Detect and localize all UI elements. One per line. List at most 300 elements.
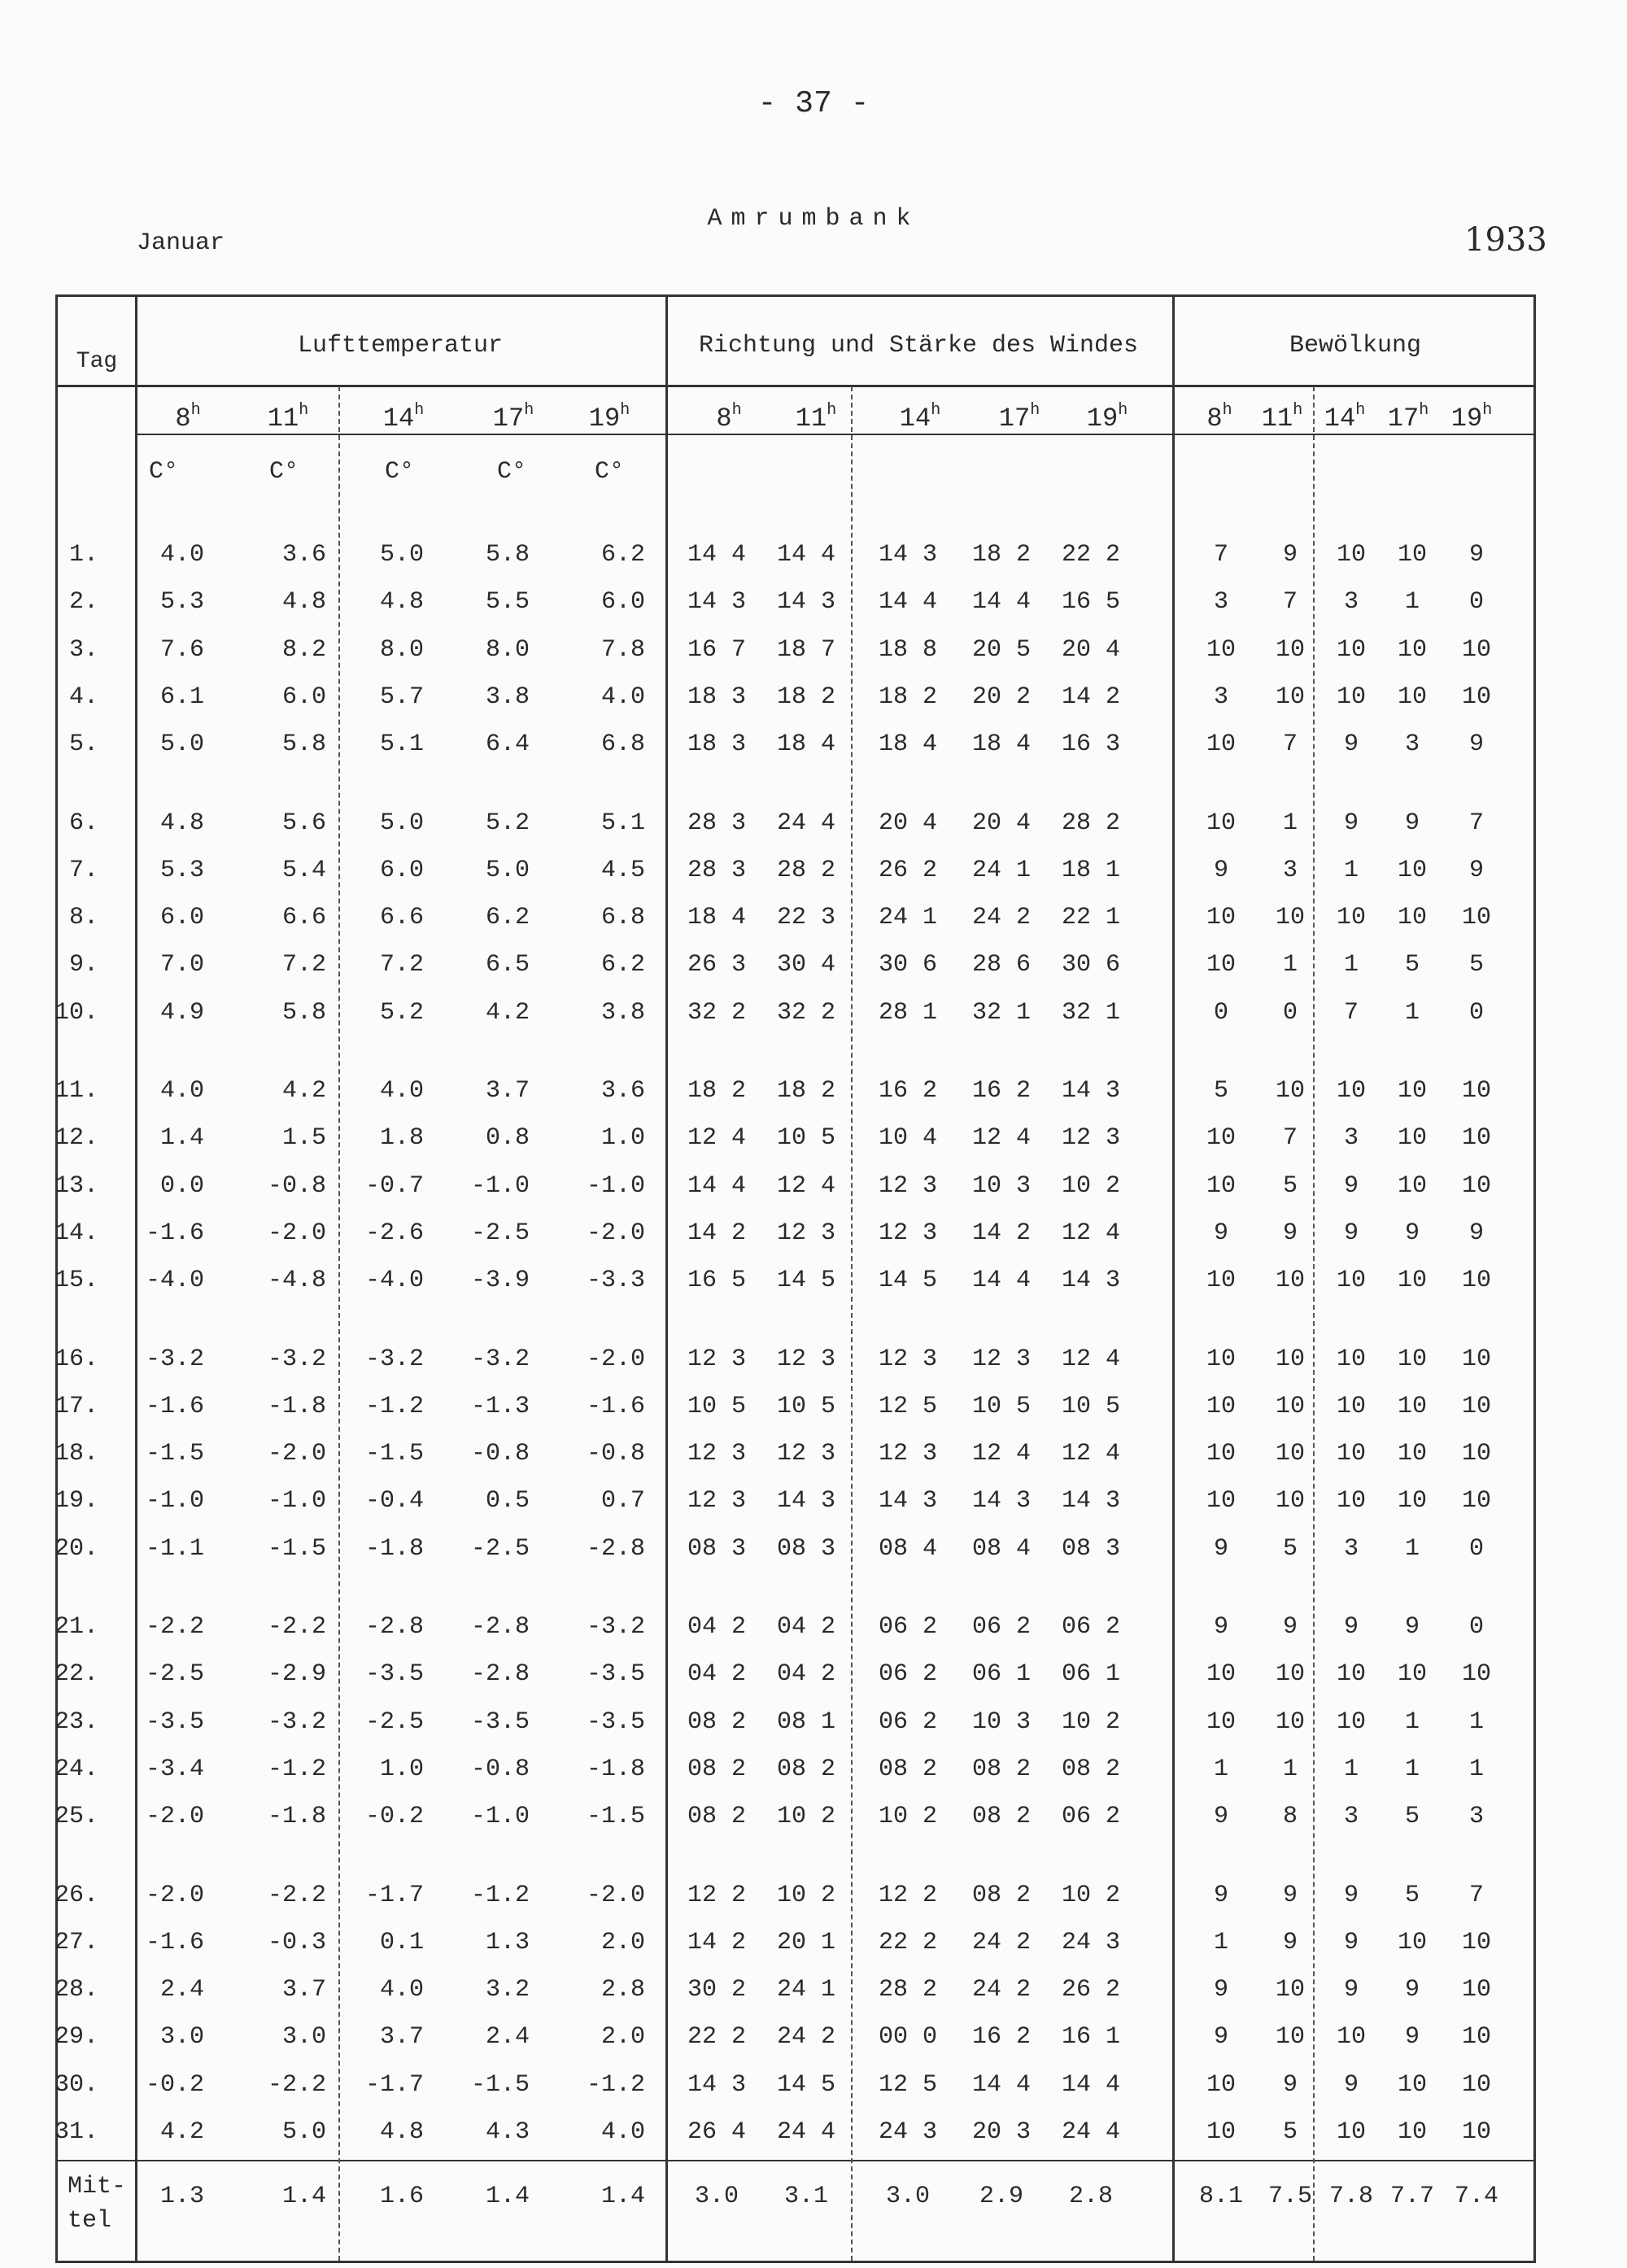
wind-cell: 24 2 xyxy=(971,1976,1032,2004)
cloud-cell: 10 xyxy=(1206,1124,1237,1152)
cloud-cell: 1 xyxy=(1282,951,1298,979)
cloud-cell: 10 xyxy=(1461,1077,1492,1105)
wind-cell: 18 8 xyxy=(878,636,938,664)
wind-cell: 18 4 xyxy=(776,731,836,758)
cloud-cell: 10 xyxy=(1397,2071,1428,2099)
day-label: 12. xyxy=(54,1124,98,1152)
cloud-cell: 10 xyxy=(1461,1929,1492,1956)
temp-cell: -1.5 xyxy=(586,1803,645,1830)
wind-cell: 32 2 xyxy=(687,999,747,1027)
temp-cell: 6.0 xyxy=(159,904,204,931)
temp-cell: 3.6 xyxy=(600,1077,645,1105)
temp-cell: 1.0 xyxy=(600,1124,645,1152)
cloud-cell: 10 xyxy=(1397,1267,1428,1294)
wind-cell: 20 5 xyxy=(971,636,1032,664)
wind-cell: 16 2 xyxy=(971,1077,1032,1105)
wind-cell: 10 5 xyxy=(776,1124,836,1152)
cloud-cell: 9 xyxy=(1404,809,1420,837)
temp-cell: 6.8 xyxy=(600,904,645,931)
wind-cell: 10 4 xyxy=(878,1124,938,1152)
cloud-cell: 9 xyxy=(1343,1929,1359,1956)
temp-cell: -1.5 xyxy=(470,2071,530,2099)
wind-cell: 12 3 xyxy=(776,1219,836,1247)
temp-cell: -2.5 xyxy=(470,1219,530,1247)
year-label: 1933 xyxy=(1464,221,1547,259)
cloud-cell: 10 xyxy=(1397,541,1428,569)
wind-cell: 06 2 xyxy=(878,1660,938,1688)
temp-cell: 6.5 xyxy=(485,951,530,979)
wind-cell: 06 2 xyxy=(1061,1613,1121,1641)
wind-cell: 06 1 xyxy=(1061,1660,1121,1688)
cloud-cell: 10 xyxy=(1336,1077,1367,1105)
mean-cloud-cell: 7.7 xyxy=(1389,2183,1435,2210)
day-label: 31. xyxy=(54,2118,98,2146)
cloud-cell: 8 xyxy=(1282,1803,1298,1830)
temp-cell: 5.0 xyxy=(485,857,530,884)
wind-cell: 14 4 xyxy=(687,1172,747,1200)
cloud-cell: 9 xyxy=(1404,1976,1420,2004)
wind-cell: 30 6 xyxy=(1061,951,1121,979)
temp-cell: 5.8 xyxy=(281,999,326,1027)
cloud-cell: 5 xyxy=(1404,1803,1420,1830)
group-temp-header: Lufttemperatur xyxy=(297,332,504,360)
day-label: 26. xyxy=(54,1882,98,1909)
col-tag-header: Tag xyxy=(76,349,118,374)
cloud-cell: 9 xyxy=(1468,857,1485,884)
wind-cell: 10 5 xyxy=(1061,1393,1121,1420)
day-label: 22. xyxy=(54,1660,98,1688)
mean-temp-cell: 1.4 xyxy=(281,2183,326,2210)
temp-cell: 5.3 xyxy=(159,857,204,884)
day-label: 20. xyxy=(54,1535,98,1563)
day-label: 4. xyxy=(68,683,98,711)
day-label: 11. xyxy=(54,1077,98,1105)
wind-cell: 16 1 xyxy=(1061,2023,1121,2051)
temp-cell: -1.7 xyxy=(364,1882,424,1909)
cloud-cell: 3 xyxy=(1343,588,1359,616)
cloud-cell: 10 xyxy=(1275,1976,1306,2004)
wind-cell: 22 1 xyxy=(1061,904,1121,931)
cloud-cell: 10 xyxy=(1206,1440,1237,1468)
cloud-cell: 10 xyxy=(1461,2118,1492,2146)
cloud-cell: 9 xyxy=(1213,1803,1229,1830)
temp-cell: -2.5 xyxy=(364,1708,424,1736)
wind-cell: 28 2 xyxy=(1061,809,1121,837)
cloud-cell: 7 xyxy=(1343,999,1359,1027)
wind-cell: 10 5 xyxy=(971,1393,1032,1420)
day-label: 14. xyxy=(54,1219,98,1247)
mean-temp-cell: 1.6 xyxy=(379,2183,424,2210)
cloud-cell: 1 xyxy=(1282,1756,1298,1783)
temp-cell: -0.8 xyxy=(586,1440,645,1468)
wind-cell: 08 2 xyxy=(971,1803,1032,1830)
cloud-cell: 1 xyxy=(1343,951,1359,979)
wind-cell: 08 2 xyxy=(687,1756,747,1783)
divider xyxy=(851,386,853,2261)
cloud-cell: 10 xyxy=(1461,904,1492,931)
wind-cell: 24 4 xyxy=(1061,2118,1121,2146)
temp-cell: 2.8 xyxy=(600,1976,645,2004)
cloud-cell: 10 xyxy=(1336,683,1367,711)
day-label: 3. xyxy=(68,636,98,664)
temp-cell: 4.0 xyxy=(159,541,204,569)
temp-cell: 4.9 xyxy=(159,999,204,1027)
divider xyxy=(135,434,1533,435)
cloud-cell: 10 xyxy=(1336,1267,1367,1294)
cloud-cell: 10 xyxy=(1275,1077,1306,1105)
temp-cell: 5.0 xyxy=(379,541,424,569)
wind-cell: 24 3 xyxy=(1061,1929,1121,1956)
cloud-cell: 10 xyxy=(1336,1708,1367,1736)
wind-cell: 06 2 xyxy=(878,1613,938,1641)
wind-cell: 12 2 xyxy=(687,1882,747,1909)
divider xyxy=(135,297,137,2261)
wind-cell: 10 3 xyxy=(971,1708,1032,1736)
hour-header: 8$^h$ xyxy=(716,401,742,434)
wind-cell: 08 3 xyxy=(776,1535,836,1563)
temp-cell: 4.5 xyxy=(600,857,645,884)
day-label: 27. xyxy=(54,1929,98,1956)
temp-cell: -2.0 xyxy=(586,1346,645,1373)
wind-cell: 12 4 xyxy=(971,1440,1032,1468)
cloud-cell: 10 xyxy=(1461,1172,1492,1200)
cloud-cell: 3 xyxy=(1343,1535,1359,1563)
wind-cell: 12 4 xyxy=(687,1124,747,1152)
cloud-cell: 9 xyxy=(1343,1882,1359,1909)
cloud-cell: 10 xyxy=(1206,1393,1237,1420)
temp-cell: -1.5 xyxy=(364,1440,424,1468)
cloud-cell: 9 xyxy=(1213,1882,1229,1909)
wind-cell: 26 4 xyxy=(687,2118,747,2146)
temp-cell: -0.7 xyxy=(364,1172,424,1200)
cloud-cell: 10 xyxy=(1397,1487,1428,1515)
day-label: 13. xyxy=(54,1172,98,1200)
wind-cell: 18 7 xyxy=(776,636,836,664)
cloud-cell: 10 xyxy=(1461,1346,1492,1373)
temp-cell: 5.0 xyxy=(379,809,424,837)
temp-cell: 6.8 xyxy=(600,731,645,758)
cloud-cell: 1 xyxy=(1404,999,1420,1027)
wind-cell: 14 3 xyxy=(971,1487,1032,1515)
mean-cloud-cell: 7.5 xyxy=(1267,2183,1313,2210)
divider xyxy=(1172,297,1175,2261)
wind-cell: 18 4 xyxy=(687,904,747,931)
cloud-cell: 3 xyxy=(1468,1803,1485,1830)
cloud-cell: 10 xyxy=(1336,1660,1367,1688)
wind-cell: 10 5 xyxy=(687,1393,747,1420)
temp-cell: -1.6 xyxy=(145,1929,204,1956)
temp-cell: 4.2 xyxy=(281,1077,326,1105)
wind-cell: 18 3 xyxy=(687,731,747,758)
hour-header: 14$^h$ xyxy=(382,401,425,434)
cloud-cell: 9 xyxy=(1282,1219,1298,1247)
wind-cell: 12 4 xyxy=(1061,1440,1121,1468)
temp-unit: C° xyxy=(496,458,527,486)
wind-cell: 14 3 xyxy=(1061,1077,1121,1105)
wind-cell: 14 4 xyxy=(776,541,836,569)
temp-cell: 5.5 xyxy=(485,588,530,616)
wind-cell: 20 2 xyxy=(971,683,1032,711)
temp-cell: -3.3 xyxy=(586,1267,645,1294)
wind-cell: 14 4 xyxy=(971,2071,1032,2099)
temp-cell: -2.0 xyxy=(267,1219,326,1247)
temp-cell: -1.0 xyxy=(470,1172,530,1200)
temp-cell: 6.6 xyxy=(281,904,326,931)
cloud-cell: 9 xyxy=(1282,1613,1298,1641)
temp-cell: 6.2 xyxy=(600,951,645,979)
temp-cell: -2.6 xyxy=(364,1219,424,1247)
cloud-cell: 5 xyxy=(1404,1882,1420,1909)
temp-cell: -1.2 xyxy=(364,1393,424,1420)
day-label: 2. xyxy=(68,588,98,616)
cloud-cell: 10 xyxy=(1275,1267,1306,1294)
cloud-cell: 10 xyxy=(1461,2023,1492,2051)
cloud-cell: 10 xyxy=(1397,2118,1428,2146)
cloud-cell: 9 xyxy=(1213,2023,1229,2051)
wind-cell: 22 2 xyxy=(1061,541,1121,569)
wind-cell: 14 4 xyxy=(971,1267,1032,1294)
cloud-cell: 9 xyxy=(1343,1613,1359,1641)
temp-cell: 3.2 xyxy=(485,1976,530,2004)
wind-cell: 18 3 xyxy=(687,683,747,711)
wind-cell: 14 4 xyxy=(1061,2071,1121,2099)
cloud-cell: 10 xyxy=(1275,904,1306,931)
cloud-cell: 3 xyxy=(1404,731,1420,758)
hour-header: 17$^h$ xyxy=(998,401,1040,434)
wind-cell: 06 2 xyxy=(971,1613,1032,1641)
cloud-cell: 7 xyxy=(1282,1124,1298,1152)
wind-cell: 12 4 xyxy=(776,1172,836,1200)
cloud-cell: 10 xyxy=(1206,904,1237,931)
cloud-cell: 1 xyxy=(1213,1756,1229,1783)
temp-cell: -3.5 xyxy=(145,1708,204,1736)
wind-cell: 10 3 xyxy=(971,1172,1032,1200)
temp-cell: -2.5 xyxy=(470,1535,530,1563)
group-wind-header: Richtung und Stärke des Windes xyxy=(698,332,1139,360)
temp-cell: -1.8 xyxy=(364,1535,424,1563)
day-label: 21. xyxy=(54,1613,98,1641)
cloud-cell: 10 xyxy=(1275,2023,1306,2051)
wind-cell: 32 1 xyxy=(971,999,1032,1027)
wind-cell: 14 3 xyxy=(878,541,938,569)
wind-cell: 16 2 xyxy=(971,2023,1032,2051)
cloud-cell: 9 xyxy=(1282,1929,1298,1956)
temp-cell: -2.0 xyxy=(586,1882,645,1909)
wind-cell: 20 4 xyxy=(1061,636,1121,664)
day-label: 30. xyxy=(54,2071,98,2099)
wind-cell: 10 2 xyxy=(1061,1882,1121,1909)
temp-cell: -1.8 xyxy=(267,1803,326,1830)
cloud-cell: 9 xyxy=(1213,1219,1229,1247)
temp-cell: 6.4 xyxy=(485,731,530,758)
wind-cell: 14 5 xyxy=(776,1267,836,1294)
temp-cell: 4.2 xyxy=(485,999,530,1027)
mean-label: tel xyxy=(68,2207,112,2235)
cloud-cell: 0 xyxy=(1468,999,1485,1027)
cloud-cell: 5 xyxy=(1213,1077,1229,1105)
cloud-cell: 10 xyxy=(1206,1660,1237,1688)
temp-cell: -1.0 xyxy=(470,1803,530,1830)
cloud-cell: 0 xyxy=(1468,1535,1485,1563)
hour-header: 11$^h$ xyxy=(267,401,309,434)
temp-cell: 3.8 xyxy=(600,999,645,1027)
hour-header: 19$^h$ xyxy=(1086,401,1128,434)
temp-cell: 5.1 xyxy=(600,809,645,837)
temp-cell: -4.0 xyxy=(364,1267,424,1294)
wind-cell: 32 1 xyxy=(1061,999,1121,1027)
station-title: Amrumbank xyxy=(707,205,920,233)
temp-cell: -3.5 xyxy=(364,1660,424,1688)
temp-cell: -3.2 xyxy=(470,1346,530,1373)
temp-cell: -3.5 xyxy=(470,1708,530,1736)
temp-cell: 0.7 xyxy=(600,1487,645,1515)
temp-cell: -2.8 xyxy=(586,1535,645,1563)
cloud-cell: 9 xyxy=(1468,731,1485,758)
wind-cell: 24 3 xyxy=(878,2118,938,2146)
cloud-cell: 10 xyxy=(1397,1172,1428,1200)
day-label: 1. xyxy=(68,541,98,569)
wind-cell: 10 2 xyxy=(878,1803,938,1830)
cloud-cell: 10 xyxy=(1275,683,1306,711)
mean-label: Mit- xyxy=(68,2173,127,2200)
cloud-cell: 10 xyxy=(1397,1929,1428,1956)
temp-cell: 1.0 xyxy=(379,1756,424,1783)
temp-cell: 5.2 xyxy=(379,999,424,1027)
cloud-cell: 10 xyxy=(1275,1393,1306,1420)
temp-cell: 3.7 xyxy=(379,2023,424,2051)
temp-cell: 3.7 xyxy=(485,1077,530,1105)
temp-cell: -0.4 xyxy=(364,1487,424,1515)
cloud-cell: 10 xyxy=(1275,1487,1306,1515)
cloud-cell: 10 xyxy=(1275,1346,1306,1373)
wind-cell: 12 3 xyxy=(878,1219,938,1247)
temp-cell: -3.2 xyxy=(586,1613,645,1641)
wind-cell: 12 4 xyxy=(971,1124,1032,1152)
cloud-cell: 10 xyxy=(1397,1393,1428,1420)
wind-cell: 16 2 xyxy=(878,1077,938,1105)
cloud-cell: 9 xyxy=(1213,1613,1229,1641)
temp-cell: 6.1 xyxy=(159,683,204,711)
temp-cell: 4.0 xyxy=(600,2118,645,2146)
temp-cell: 5.6 xyxy=(281,809,326,837)
wind-cell: 26 2 xyxy=(878,857,938,884)
wind-cell: 32 2 xyxy=(776,999,836,1027)
divider xyxy=(58,2160,1533,2161)
wind-cell: 14 4 xyxy=(971,588,1032,616)
temp-cell: -1.6 xyxy=(586,1393,645,1420)
page-number: - 37 - xyxy=(757,86,870,121)
temp-cell: 5.8 xyxy=(281,731,326,758)
wind-cell: 14 3 xyxy=(687,2071,747,2099)
month-label: Januar xyxy=(137,229,225,257)
hour-header: 14$^h$ xyxy=(899,401,941,434)
wind-cell: 14 2 xyxy=(687,1929,747,1956)
temp-cell: -0.3 xyxy=(267,1929,326,1956)
cloud-cell: 1 xyxy=(1404,1756,1420,1783)
day-label: 16. xyxy=(54,1346,98,1373)
temp-cell: -2.0 xyxy=(267,1440,326,1468)
wind-cell: 14 2 xyxy=(1061,683,1121,711)
wind-cell: 12 5 xyxy=(878,1393,938,1420)
temp-cell: 3.0 xyxy=(159,2023,204,2051)
wind-cell: 18 2 xyxy=(776,683,836,711)
cloud-cell: 1 xyxy=(1282,809,1298,837)
temp-cell: -3.2 xyxy=(364,1346,424,1373)
wind-cell: 08 4 xyxy=(878,1535,938,1563)
temp-cell: 1.8 xyxy=(379,1124,424,1152)
cloud-cell: 7 xyxy=(1282,588,1298,616)
temp-cell: 7.6 xyxy=(159,636,204,664)
wind-cell: 08 2 xyxy=(971,1756,1032,1783)
wind-cell: 28 1 xyxy=(878,999,938,1027)
cloud-cell: 0 xyxy=(1282,999,1298,1027)
day-label: 28. xyxy=(54,1976,98,2004)
wind-cell: 16 5 xyxy=(1061,588,1121,616)
temp-cell: 5.3 xyxy=(159,588,204,616)
temp-cell: -1.1 xyxy=(145,1535,204,1563)
cloud-cell: 10 xyxy=(1397,1346,1428,1373)
wind-cell: 08 2 xyxy=(687,1803,747,1830)
temp-cell: 5.0 xyxy=(159,731,204,758)
wind-cell: 14 4 xyxy=(687,541,747,569)
wind-cell: 10 2 xyxy=(776,1882,836,1909)
temp-cell: 4.8 xyxy=(281,588,326,616)
temp-cell: -1.8 xyxy=(586,1756,645,1783)
mean-wind-cell: 3.1 xyxy=(783,2183,829,2210)
wind-cell: 10 2 xyxy=(776,1803,836,1830)
cloud-cell: 3 xyxy=(1282,857,1298,884)
temp-cell: -2.9 xyxy=(267,1660,326,1688)
temp-cell: 5.7 xyxy=(379,683,424,711)
cloud-cell: 9 xyxy=(1343,1976,1359,2004)
cloud-cell: 10 xyxy=(1206,809,1237,837)
wind-cell: 12 3 xyxy=(687,1440,747,1468)
wind-cell: 16 3 xyxy=(1061,731,1121,758)
day-label: 6. xyxy=(68,809,98,837)
temp-cell: -3.2 xyxy=(267,1346,326,1373)
cloud-cell: 1 xyxy=(1343,857,1359,884)
cloud-cell: 7 xyxy=(1282,731,1298,758)
temp-cell: -1.7 xyxy=(364,2071,424,2099)
wind-cell: 14 3 xyxy=(687,588,747,616)
temp-cell: 4.0 xyxy=(379,1077,424,1105)
day-label: 7. xyxy=(68,857,98,884)
cloud-cell: 9 xyxy=(1213,857,1229,884)
cloud-cell: 10 xyxy=(1206,636,1237,664)
day-label: 24. xyxy=(54,1756,98,1783)
cloud-cell: 0 xyxy=(1213,999,1229,1027)
hour-header: 8$^h$ xyxy=(175,401,201,434)
temp-cell: 4.8 xyxy=(379,588,424,616)
cloud-cell: 9 xyxy=(1343,1172,1359,1200)
cloud-cell: 10 xyxy=(1336,541,1367,569)
cloud-cell: 1 xyxy=(1213,1929,1229,1956)
temp-cell: -2.0 xyxy=(145,1882,204,1909)
cloud-cell: 7 xyxy=(1213,541,1229,569)
temp-cell: 7.2 xyxy=(281,951,326,979)
temp-cell: -3.5 xyxy=(586,1708,645,1736)
wind-cell: 24 1 xyxy=(971,857,1032,884)
cloud-cell: 5 xyxy=(1468,951,1485,979)
cloud-cell: 10 xyxy=(1461,1660,1492,1688)
cloud-cell: 10 xyxy=(1206,731,1237,758)
cloud-cell: 10 xyxy=(1461,1976,1492,2004)
wind-cell: 28 2 xyxy=(878,1976,938,2004)
wind-cell: 10 2 xyxy=(1061,1708,1121,1736)
cloud-cell: 9 xyxy=(1343,731,1359,758)
temp-cell: -0.8 xyxy=(267,1172,326,1200)
temp-cell: 2.0 xyxy=(600,2023,645,2051)
